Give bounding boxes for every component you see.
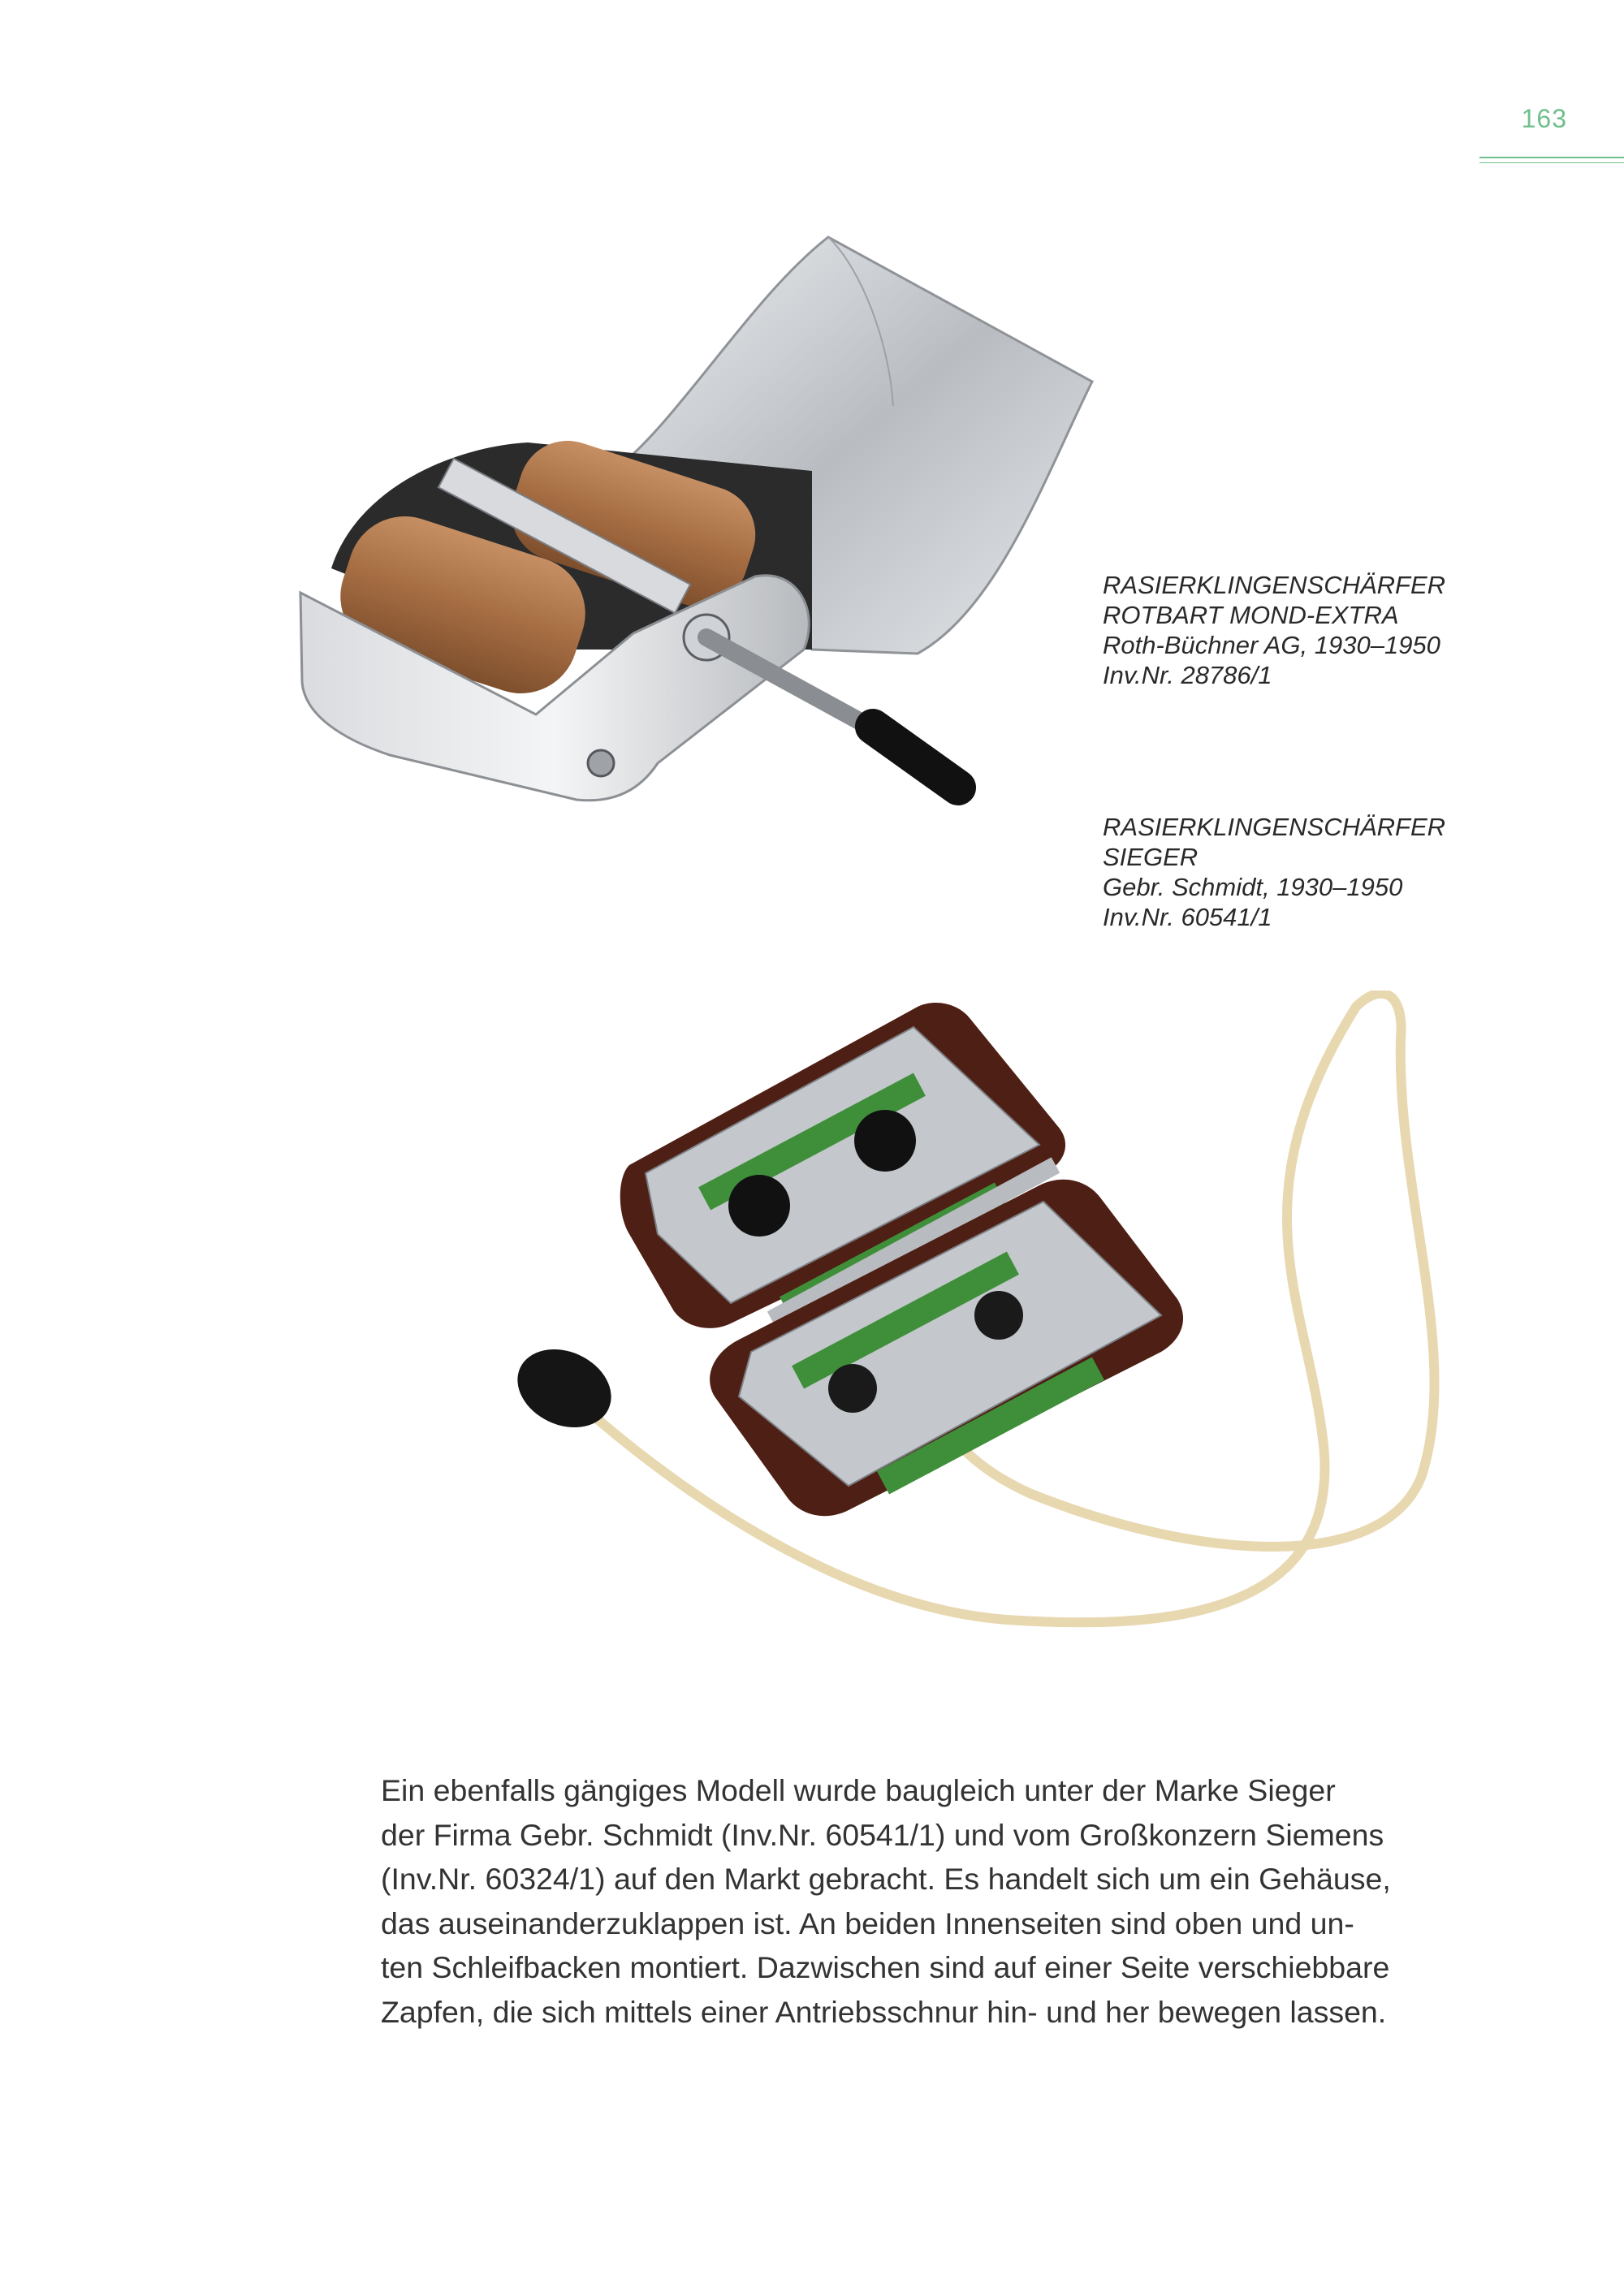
caption-rotbart xyxy=(1103,570,1557,690)
body-line: ten Schleifbacken montiert. Dazwischen sind auf einer Seite verschiebbare xyxy=(381,1950,1390,1984)
caption-sieger xyxy=(1103,812,1557,932)
body-line: der Firma Gebr. Schmidt (Inv.Nr. 60541/1) und vom Großkonzern Siemens xyxy=(381,1817,1384,1852)
caption-title-line: ROTBART MOND-EXTRA xyxy=(1103,601,1399,629)
body-line: das auseinanderzuklappen ist. An beiden Innenseiten sind oben und un- xyxy=(381,1906,1354,1940)
caption-title-line: SIEGER xyxy=(1103,843,1199,871)
body-line: Ein ebenfalls gängiges Modell wurde baugleich unter der Marke Sieger xyxy=(381,1773,1336,1807)
header-rule-thin xyxy=(1479,162,1624,163)
caption-maker: Gebr. Schmidt, 1930–1950 xyxy=(1103,873,1403,901)
caption-title-line: RASIERKLINGENSCHÄRFER xyxy=(1103,813,1446,841)
folding-sharpener-with-cord-icon xyxy=(503,991,1486,1673)
header-rule xyxy=(1479,157,1624,158)
body-paragraph xyxy=(381,1768,1485,2034)
razor-blade-sharpener-crank-icon xyxy=(292,227,1096,893)
rotbart-sharpener-photo xyxy=(292,227,1096,893)
caption-title-line: RASIERKLINGENSCHÄRFER xyxy=(1103,571,1446,599)
sieger-sharpener-photo xyxy=(503,991,1486,1673)
page-number: 163 xyxy=(1521,104,1567,133)
caption-maker: Roth-Büchner AG, 1930–1950 xyxy=(1103,631,1440,659)
body-line: (Inv.Nr. 60324/1) auf den Markt gebracht. Es handelt sich um ein Gehäuse, xyxy=(381,1862,1391,1896)
body-line: Zapfen, die sich mittels einer Antriebsschnur hin- und her bewegen lassen. xyxy=(381,1994,1387,2029)
caption-inventory: Inv.Nr. 28786/1 xyxy=(1103,661,1272,689)
caption-inventory: Inv.Nr. 60541/1 xyxy=(1103,903,1272,931)
